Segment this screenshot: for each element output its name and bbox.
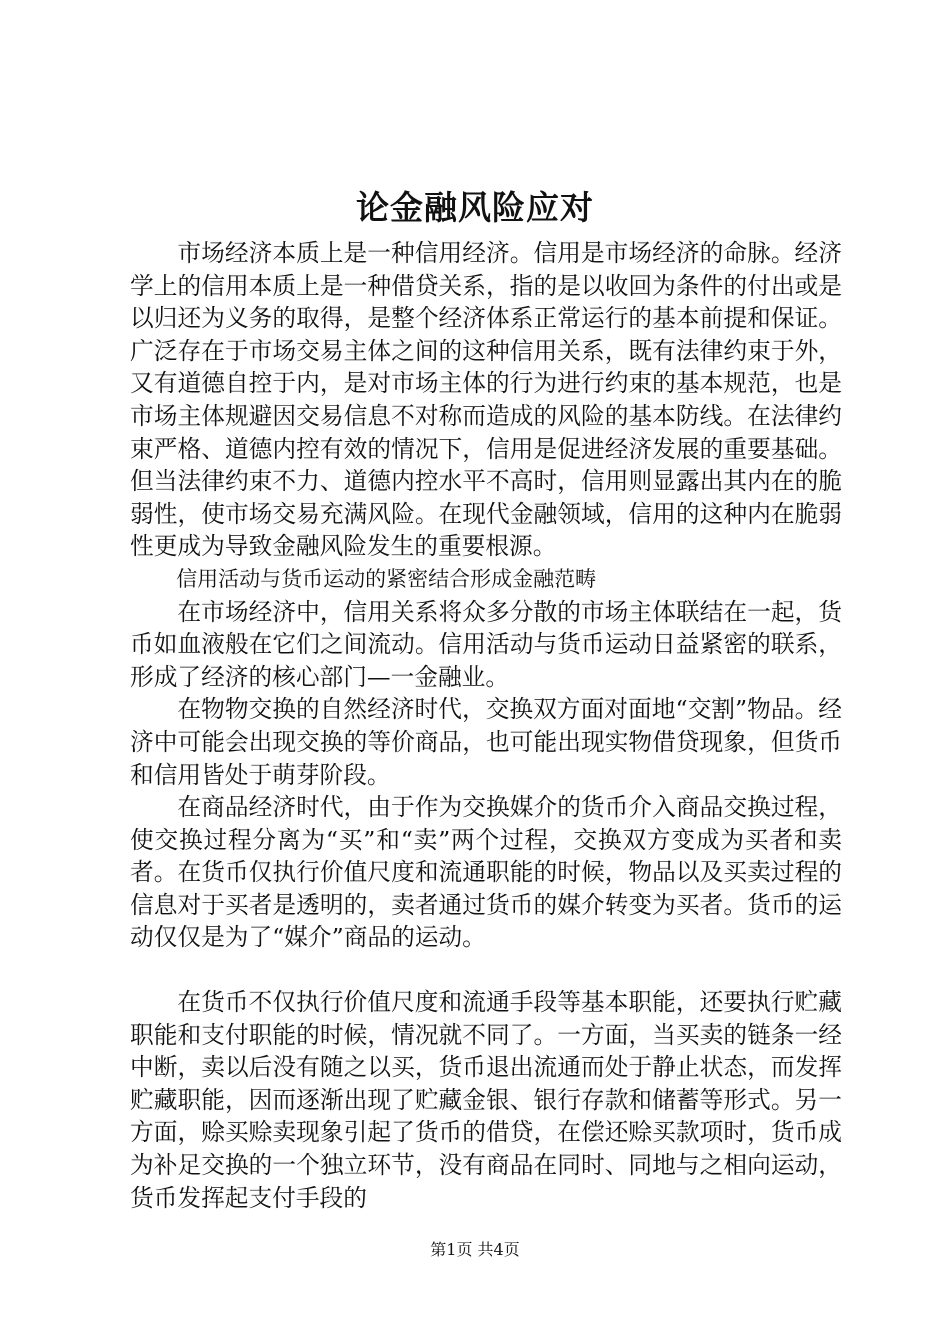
page-footer: 第1页 共4页 [430, 1240, 520, 1259]
paragraph-commodity-era: 在商品经济时代，由于作为交换媒介的货币介入商品交换过程，使交换过程分离为“买”和“卖”两个过程，交换双方变成为买者和卖者。在货币仅执行价值尺度和流通职能的时候，物品以及买卖过程的信息对于买者是透明的，卖者通过货币的媒介转变为买者。货币的运动仅仅是为了“媒介”商品的运动。 [130, 793, 842, 952]
paragraph-market-economy: 在市场经济中，信用关系将众多分散的市场主体联结在一起，货币如血液般在它们之间流动。信用活动与货币运动日益紧密的联系，形成了经济的核心部门—一金融业。 [130, 597, 842, 691]
paragraph-money-functions: 在货币不仅执行价值尺度和流通手段等基本职能，还要执行贮藏职能和支付职能的时候，情况就不同了。一方面，当买卖的链条一经中断，卖以后没有随之以买，货币退出流通而处于静止状态，而发挥贮藏职能，因而逐渐出现了贮藏金银、银行存款和储蓄等形式。另一方面，赊买赊卖现象引起了货币的借贷，在偿还赊买款项时，货币成为补足交换的一个独立环节，没有商品在同时、同地与之相向运动，货币发挥起支付手段的 [130, 988, 842, 1212]
paragraph-barter-era: 在物物交换的自然经济时代，交换双方面对面地“交割”物品。经济中可能会出现交换的等价商品，也可能出现实物借贷现象，但货币和信用皆处于萌芽阶段。 [130, 695, 842, 789]
document-title: 论金融风险应对 [356, 188, 594, 227]
section-heading: 信用活动与货币运动的紧密结合形成金融范畴 [176, 566, 597, 591]
paragraph-credit-economy: 市场经济本质上是一种信用经济。信用是市场经济的命脉。经济学上的信用本质上是一种借贷关系，指的是以收回为条件的付出或是以归还为义务的取得，是整个经济体系正常运行的基本前提和保证。广泛存在于市场交易主体之间的这种信用关系，既有法律约束于外，又有道德自控于内，是对市场主体的行为进行约束的基本规范，也是市场主体规避因交易信息不对称而造成的风险的基本防线。在法律约束严格、道德内控有效的情况下，信用是促进经济发展的重要基础。但当法律约束不力、道德内控水平不高时，信用则显露出其内在的脆弱性，使市场交易充满风险。在现代金融领域，信用的这种内在脆弱性更成为导致金融风险发生的重要根源。 [130, 239, 842, 561]
document-body [130, 237, 842, 1214]
